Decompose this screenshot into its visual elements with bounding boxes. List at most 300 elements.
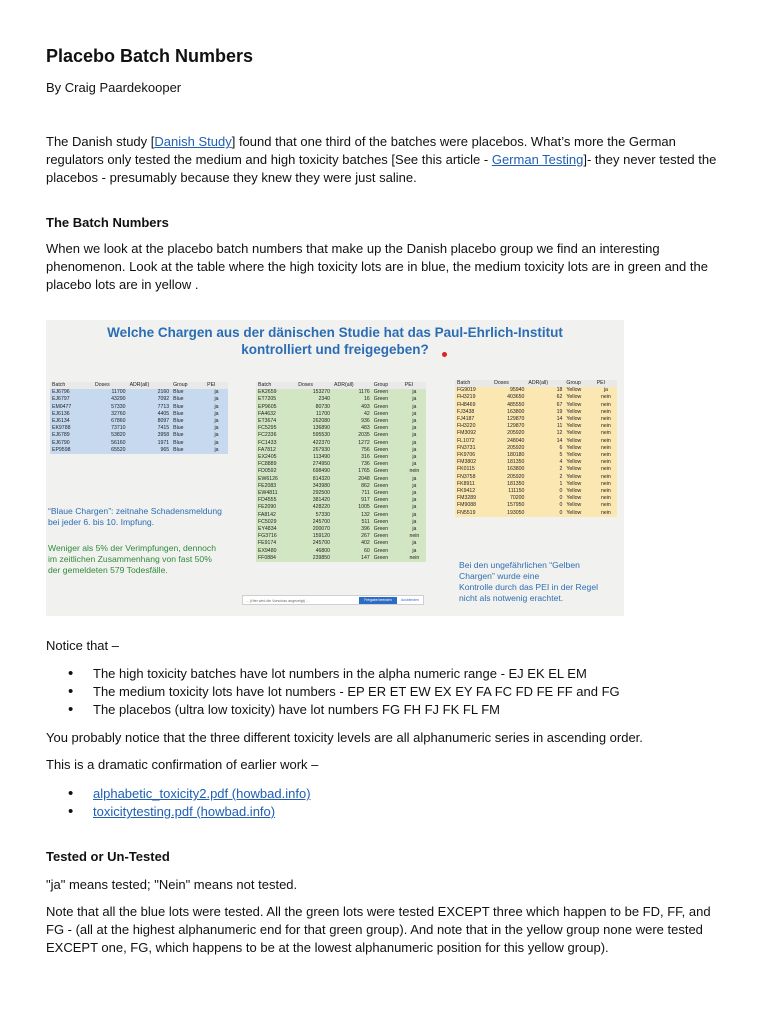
alphabetic-toxicity-pdf-link[interactable]: alphabetic_toxicity2.pdf (howbad.info) bbox=[93, 786, 311, 801]
notice-line: Notice that – bbox=[46, 638, 119, 653]
column-header: Batch bbox=[455, 380, 492, 387]
table-row bbox=[256, 483, 426, 490]
adr-cell: 316 bbox=[332, 454, 372, 461]
table-row bbox=[50, 411, 228, 418]
pei-cell: nein bbox=[403, 533, 426, 540]
batch-cell: FH3219 bbox=[455, 394, 492, 401]
pei-cell: ja bbox=[205, 396, 228, 403]
column-header: Group bbox=[372, 382, 403, 389]
table-row bbox=[256, 540, 426, 547]
table-row bbox=[256, 454, 426, 461]
doses-cell: 153270 bbox=[296, 389, 332, 396]
table-row bbox=[455, 466, 617, 473]
adr-cell: 2160 bbox=[128, 389, 172, 396]
batch-cell: FC2336 bbox=[256, 432, 296, 439]
adr-cell: 0 bbox=[526, 510, 564, 517]
batch-cell: FL1072 bbox=[455, 438, 492, 445]
batch-cell: FG9019 bbox=[455, 387, 492, 394]
adr-cell: 8097 bbox=[128, 418, 172, 425]
batch-cell: EX2405 bbox=[256, 454, 296, 461]
adr-cell: 12 bbox=[526, 430, 564, 437]
batch-cell: FM3092 bbox=[455, 430, 492, 437]
paragraph-line: phenomenon. Look at the table where the high toxicity lots are in blue, the medium toxicity lots are in green and the bbox=[46, 259, 708, 274]
pei-cell: nein bbox=[595, 402, 617, 409]
table-row bbox=[256, 555, 426, 562]
pei-cell: nein bbox=[595, 409, 617, 416]
pei-cell: nein bbox=[595, 416, 617, 423]
batch-cell: FD4555 bbox=[256, 497, 296, 504]
pei-cell: nein bbox=[595, 488, 617, 495]
batch-cell: FE9174 bbox=[256, 540, 296, 547]
group-cell: Yellow bbox=[564, 387, 594, 394]
yellow-batch-table bbox=[455, 380, 617, 517]
batch-cell: EP9598 bbox=[50, 447, 93, 454]
group-cell: Yellow bbox=[564, 445, 594, 452]
group-cell: Green bbox=[372, 497, 403, 504]
stop-sharing-button[interactable]: Freigabe beenden bbox=[359, 597, 397, 604]
table-row bbox=[50, 425, 228, 432]
table-row bbox=[455, 387, 617, 394]
intro-text-3: regulators only tested the medium and high toxicity batches [See this article - bbox=[46, 152, 492, 167]
table-row bbox=[455, 402, 617, 409]
pei-cell: nein bbox=[595, 502, 617, 509]
list-item bbox=[46, 803, 726, 821]
group-cell: Yellow bbox=[564, 423, 594, 430]
pei-cell: nein bbox=[595, 495, 617, 502]
pei-cell: nein bbox=[595, 423, 617, 430]
adr-cell: 5 bbox=[526, 452, 564, 459]
adr-cell: 16 bbox=[332, 396, 372, 403]
table-row bbox=[50, 389, 228, 396]
column-header: Doses bbox=[296, 382, 332, 389]
table-row bbox=[50, 432, 228, 439]
yellow-table-body bbox=[455, 387, 617, 517]
batch-cell: FK9412 bbox=[455, 488, 492, 495]
doses-cell: 95940 bbox=[492, 387, 526, 394]
paragraph-line: FG - (all at the highest alphanumeric end for that green group). And note that in the yellow group none were tested bbox=[46, 922, 703, 937]
green-batch-table bbox=[256, 382, 426, 562]
adr-cell: 862 bbox=[332, 483, 372, 490]
column-header: ADR(all) bbox=[128, 382, 172, 389]
pei-cell: ja bbox=[403, 461, 426, 468]
adr-cell: 493 bbox=[332, 404, 372, 411]
adr-cell: 60 bbox=[332, 548, 372, 555]
doses-cell: 163800 bbox=[492, 409, 526, 416]
batch-cell: EW6126 bbox=[256, 476, 296, 483]
table-row bbox=[455, 394, 617, 401]
doses-cell: 70200 bbox=[492, 495, 526, 502]
group-cell: Green bbox=[372, 411, 403, 418]
paragraph-line: When we look at the placebo batch numbers that make up the Danish placebo group we find an interesting bbox=[46, 241, 660, 256]
adr-cell: 11 bbox=[526, 423, 564, 430]
section-heading-batch-numbers: The Batch Numbers bbox=[46, 215, 169, 230]
column-header: ADR(all) bbox=[332, 382, 372, 389]
note-line: der gemeldeten 579 Todesfälle. bbox=[48, 565, 168, 575]
group-cell: Yellow bbox=[564, 409, 594, 416]
adr-cell: 267 bbox=[332, 533, 372, 540]
doses-cell: 11700 bbox=[93, 389, 128, 396]
group-cell: Green bbox=[372, 454, 403, 461]
group-cell: Green bbox=[372, 533, 403, 540]
group-cell: Yellow bbox=[564, 510, 594, 517]
pei-cell: ja bbox=[403, 404, 426, 411]
pei-cell: ja bbox=[403, 512, 426, 519]
table-row bbox=[50, 404, 228, 411]
doses-cell: 274950 bbox=[296, 461, 332, 468]
group-cell: Green bbox=[372, 512, 403, 519]
batch-cell: FC8889 bbox=[256, 461, 296, 468]
adr-cell: 4 bbox=[526, 459, 564, 466]
pei-cell: ja bbox=[205, 389, 228, 396]
batch-cell: EJ6796 bbox=[50, 389, 93, 396]
doses-cell: 698490 bbox=[296, 468, 332, 475]
table-row bbox=[50, 396, 228, 403]
adr-cell: 2 bbox=[526, 466, 564, 473]
batch-cell: FJ3438 bbox=[455, 409, 492, 416]
adr-cell: 936 bbox=[332, 418, 372, 425]
batch-cell: EK2659 bbox=[256, 389, 296, 396]
batch-numbers-paragraph bbox=[46, 240, 726, 294]
doses-cell: 381420 bbox=[296, 497, 332, 504]
table-row bbox=[256, 461, 426, 468]
note-line: nicht als notwenig erachtet. bbox=[459, 593, 564, 603]
doses-cell: 205920 bbox=[492, 445, 526, 452]
pei-cell: nein bbox=[595, 438, 617, 445]
pei-cell: ja bbox=[403, 454, 426, 461]
pei-cell: ja bbox=[403, 425, 426, 432]
pei-cell: ja bbox=[205, 425, 228, 432]
table-header-row bbox=[50, 382, 228, 389]
adr-cell: 1 bbox=[526, 481, 564, 488]
pei-cell: ja bbox=[205, 411, 228, 418]
batch-cell: FJ4187 bbox=[455, 416, 492, 423]
adr-cell: 132 bbox=[332, 512, 372, 519]
yellow-batch-note bbox=[459, 560, 598, 604]
blue-batch-note bbox=[48, 506, 222, 528]
adr-cell: 511 bbox=[332, 519, 372, 526]
group-cell: Blue bbox=[171, 418, 205, 425]
adr-cell: 62 bbox=[526, 394, 564, 401]
ascending-paragraph: You probably notice that the three different toxicity levels are all alphanumeric series in ascending order. bbox=[46, 730, 643, 745]
page-title: Placebo Batch Numbers bbox=[46, 46, 254, 66]
adr-cell: 1176 bbox=[332, 389, 372, 396]
paragraph-line: EXCEPT one, FG, which happens to be at the lowest alphanumeric position for this yellow group). bbox=[46, 940, 609, 955]
image-title bbox=[46, 324, 624, 358]
table-row bbox=[256, 440, 426, 447]
batch-cell: ET7205 bbox=[256, 396, 296, 403]
doses-cell: 595530 bbox=[296, 432, 332, 439]
toxicity-testing-pdf-link[interactable]: toxicitytesting.pdf (howbad.info) bbox=[93, 804, 276, 819]
note-line: Weniger als 5% der Verimpfungen, dennoch bbox=[48, 543, 217, 553]
column-header: Doses bbox=[492, 380, 526, 387]
doses-cell: 181350 bbox=[492, 459, 526, 466]
pei-cell: ja bbox=[403, 432, 426, 439]
doses-cell: 65520 bbox=[93, 447, 128, 454]
table-row bbox=[256, 396, 426, 403]
adr-cell: 2035 bbox=[332, 432, 372, 439]
column-header: Doses bbox=[93, 382, 128, 389]
intro-text-5: placebos - presumably because they knew they were just saline. bbox=[46, 170, 417, 185]
doses-cell: 814320 bbox=[296, 476, 332, 483]
table-row bbox=[50, 447, 228, 454]
batch-table-image bbox=[46, 320, 624, 616]
doses-cell: 181350 bbox=[492, 481, 526, 488]
note-line: “Blaue Chargen”: zeitnahe Schadensmeldung bbox=[48, 506, 222, 516]
pei-cell: ja bbox=[403, 447, 426, 454]
adr-cell: 14 bbox=[526, 416, 564, 423]
pei-cell: ja bbox=[403, 411, 426, 418]
group-cell: Yellow bbox=[564, 430, 594, 437]
table-row bbox=[50, 418, 228, 425]
table-row bbox=[455, 409, 617, 416]
doses-cell: 485550 bbox=[492, 402, 526, 409]
table-row bbox=[256, 533, 426, 540]
adr-cell: 711 bbox=[332, 490, 372, 497]
group-cell: Green bbox=[372, 519, 403, 526]
table-row bbox=[256, 476, 426, 483]
table-row bbox=[256, 504, 426, 511]
batch-cell: FK0115 bbox=[455, 466, 492, 473]
pei-cell: nein bbox=[595, 510, 617, 517]
doses-cell: 205920 bbox=[492, 430, 526, 437]
batch-cell: FK9706 bbox=[455, 452, 492, 459]
laser-pointer-dot bbox=[442, 352, 447, 357]
group-cell: Green bbox=[372, 548, 403, 555]
batch-cell: FA4632 bbox=[256, 411, 296, 418]
group-cell: Green bbox=[372, 540, 403, 547]
intro-text-4: ]- they never tested the bbox=[583, 152, 717, 167]
batch-cell: EJ6790 bbox=[50, 440, 93, 447]
list-item: • The placebos (ultra low toxicity) have lot numbers FG FH FJ FK FL FM bbox=[46, 701, 726, 719]
adr-cell: 402 bbox=[332, 540, 372, 547]
adr-cell: 756 bbox=[332, 447, 372, 454]
table-row bbox=[455, 495, 617, 502]
pdf-link-list bbox=[46, 785, 726, 821]
doses-cell: 46800 bbox=[296, 548, 332, 555]
screen-share-bar bbox=[242, 595, 424, 605]
pei-cell: ja bbox=[403, 396, 426, 403]
dramatic-paragraph: This is a dramatic confirmation of earlier work – bbox=[46, 757, 319, 772]
batch-cell: FE2083 bbox=[256, 483, 296, 490]
table-row bbox=[455, 481, 617, 488]
table-header-row bbox=[455, 380, 617, 387]
toxicity-bullet-list bbox=[46, 665, 726, 719]
doses-cell: 129870 bbox=[492, 423, 526, 430]
batch-cell: FK8911 bbox=[455, 481, 492, 488]
batch-cell: FA8142 bbox=[256, 512, 296, 519]
paragraph-line: placebo lots are in yellow . bbox=[46, 277, 199, 292]
group-cell: Blue bbox=[171, 440, 205, 447]
batch-cell: FC1433 bbox=[256, 440, 296, 447]
adr-cell: 7415 bbox=[128, 425, 172, 432]
group-cell: Blue bbox=[171, 404, 205, 411]
image-title-line: kontrolliert und freigegeben? bbox=[241, 342, 429, 357]
table-row bbox=[256, 418, 426, 425]
pei-cell: ja bbox=[403, 389, 426, 396]
pei-cell: nein bbox=[595, 459, 617, 466]
batch-cell: FN3758 bbox=[455, 474, 492, 481]
note-line: bei jeder 6. bis 10. Impfung. bbox=[48, 517, 155, 527]
batch-cell: EJ6789 bbox=[50, 432, 93, 439]
table-row bbox=[455, 488, 617, 495]
doses-cell: 262080 bbox=[296, 418, 332, 425]
batch-cell: EK9788 bbox=[50, 425, 93, 432]
doses-cell: 343980 bbox=[296, 483, 332, 490]
section-heading-tested: Tested or Un-Tested bbox=[46, 849, 170, 864]
doses-cell: 163800 bbox=[492, 466, 526, 473]
danish-study-link[interactable]: Danish Study bbox=[154, 134, 232, 149]
doses-cell: 245700 bbox=[296, 540, 332, 547]
group-cell: Yellow bbox=[564, 438, 594, 445]
adr-cell: 3958 bbox=[128, 432, 172, 439]
table-header-row bbox=[256, 382, 426, 389]
pei-cell: ja bbox=[403, 548, 426, 555]
table-row bbox=[256, 425, 426, 432]
hide-button[interactable]: Ausblenden bbox=[399, 597, 421, 604]
doses-cell: 245700 bbox=[296, 519, 332, 526]
doses-cell: 403650 bbox=[492, 394, 526, 401]
batch-cell: FC5029 bbox=[256, 519, 296, 526]
doses-cell: 159120 bbox=[296, 533, 332, 540]
adr-cell: 917 bbox=[332, 497, 372, 504]
doses-cell: 136890 bbox=[296, 425, 332, 432]
adr-cell: 483 bbox=[332, 425, 372, 432]
pei-cell: ja bbox=[403, 490, 426, 497]
batch-cell: FH8469 bbox=[455, 402, 492, 409]
doses-cell: 193050 bbox=[492, 510, 526, 517]
table-row bbox=[256, 548, 426, 555]
batch-cell: ET3674 bbox=[256, 418, 296, 425]
table-row bbox=[455, 438, 617, 445]
adr-cell: 1971 bbox=[128, 440, 172, 447]
pei-cell: nein bbox=[595, 466, 617, 473]
pei-cell: nein bbox=[595, 445, 617, 452]
column-header: Group bbox=[171, 382, 205, 389]
table-row bbox=[256, 389, 426, 396]
group-cell: Blue bbox=[171, 389, 205, 396]
doses-cell: 422370 bbox=[296, 440, 332, 447]
doses-cell: 292500 bbox=[296, 490, 332, 497]
doses-cell: 111150 bbox=[492, 488, 526, 495]
adr-cell: 0 bbox=[526, 488, 564, 495]
adr-cell: 2048 bbox=[332, 476, 372, 483]
group-cell: Yellow bbox=[564, 488, 594, 495]
table-row bbox=[455, 416, 617, 423]
column-header: Group bbox=[564, 380, 594, 387]
column-header: PEI bbox=[595, 380, 617, 387]
list-item: • The high toxicity batches have lot numbers in the alpha numeric range - EJ EK EL EM bbox=[46, 665, 726, 683]
table-row bbox=[455, 445, 617, 452]
intro-paragraph bbox=[46, 133, 726, 187]
adr-cell: 2 bbox=[526, 474, 564, 481]
pei-cell: nein bbox=[595, 430, 617, 437]
german-testing-link[interactable]: German Testing bbox=[491, 152, 584, 167]
pei-cell: ja bbox=[403, 476, 426, 483]
batch-cell: FM9088 bbox=[455, 502, 492, 509]
group-cell: Yellow bbox=[564, 459, 594, 466]
batch-cell: EJ6134 bbox=[50, 418, 93, 425]
group-cell: Blue bbox=[171, 425, 205, 432]
adr-cell: 19 bbox=[526, 409, 564, 416]
adr-cell: 4405 bbox=[128, 411, 172, 418]
group-cell: Yellow bbox=[564, 466, 594, 473]
table-row bbox=[256, 490, 426, 497]
pei-cell: ja bbox=[595, 387, 617, 394]
image-title-line: Welche Chargen aus der dänischen Studie hat das Paul-Ehrlich-Institut bbox=[107, 325, 563, 340]
adr-cell: 7713 bbox=[128, 404, 172, 411]
doses-cell: 43290 bbox=[93, 396, 128, 403]
doses-cell: 239850 bbox=[296, 555, 332, 562]
batch-cell: EM0477 bbox=[50, 404, 93, 411]
batch-cell: FC5295 bbox=[256, 425, 296, 432]
pei-cell: ja bbox=[205, 440, 228, 447]
doses-cell: 73710 bbox=[93, 425, 128, 432]
batch-cell: FH3220 bbox=[455, 423, 492, 430]
adr-cell: 396 bbox=[332, 526, 372, 533]
doses-cell: 80730 bbox=[296, 404, 332, 411]
adr-cell: 147 bbox=[332, 555, 372, 562]
doses-cell: 180180 bbox=[492, 452, 526, 459]
table-row bbox=[455, 502, 617, 509]
adr-cell: 1272 bbox=[332, 440, 372, 447]
adr-cell: 6 bbox=[526, 445, 564, 452]
group-cell: Yellow bbox=[564, 495, 594, 502]
blue-table-body bbox=[50, 389, 228, 454]
adr-cell: 965 bbox=[128, 447, 172, 454]
pei-cell: ja bbox=[205, 418, 228, 425]
pei-cell: ja bbox=[403, 540, 426, 547]
pei-cell: ja bbox=[403, 526, 426, 533]
group-cell: Blue bbox=[171, 447, 205, 454]
group-cell: Green bbox=[372, 396, 403, 403]
group-cell: Green bbox=[372, 389, 403, 396]
pei-cell: nein bbox=[403, 555, 426, 562]
batch-cell: EY4834 bbox=[256, 526, 296, 533]
batch-cell: FM3802 bbox=[455, 459, 492, 466]
group-cell: Green bbox=[372, 490, 403, 497]
group-cell: Yellow bbox=[564, 502, 594, 509]
batch-cell: FD0592 bbox=[256, 468, 296, 475]
group-cell: Green bbox=[372, 432, 403, 439]
batch-cell: FA7812 bbox=[256, 447, 296, 454]
batch-cell: EP9605 bbox=[256, 404, 296, 411]
table-row bbox=[256, 497, 426, 504]
batch-cell: FG3716 bbox=[256, 533, 296, 540]
doses-cell: 56160 bbox=[93, 440, 128, 447]
column-header: PEI bbox=[205, 382, 228, 389]
pei-cell: ja bbox=[205, 432, 228, 439]
note-line: Chargen” wurde eine bbox=[459, 571, 540, 581]
pei-cell: ja bbox=[403, 519, 426, 526]
group-cell: Green bbox=[372, 404, 403, 411]
doses-cell: 129870 bbox=[492, 416, 526, 423]
doses-cell: 157950 bbox=[492, 502, 526, 509]
green-table-body bbox=[256, 389, 426, 562]
note-line: im zeitlichen Zusammenhang von fast 50% bbox=[48, 554, 212, 564]
table-row bbox=[455, 459, 617, 466]
adr-cell: 736 bbox=[332, 461, 372, 468]
group-cell: Green bbox=[372, 476, 403, 483]
tested-paragraph bbox=[46, 903, 726, 957]
doses-cell: 428220 bbox=[296, 504, 332, 511]
pei-cell: ja bbox=[205, 404, 228, 411]
batch-cell: EX9480 bbox=[256, 548, 296, 555]
pei-cell: ja bbox=[403, 504, 426, 511]
group-cell: Yellow bbox=[564, 474, 594, 481]
group-cell: Blue bbox=[171, 432, 205, 439]
batch-cell: FF0884 bbox=[256, 555, 296, 562]
batch-cell: FN3731 bbox=[455, 445, 492, 452]
